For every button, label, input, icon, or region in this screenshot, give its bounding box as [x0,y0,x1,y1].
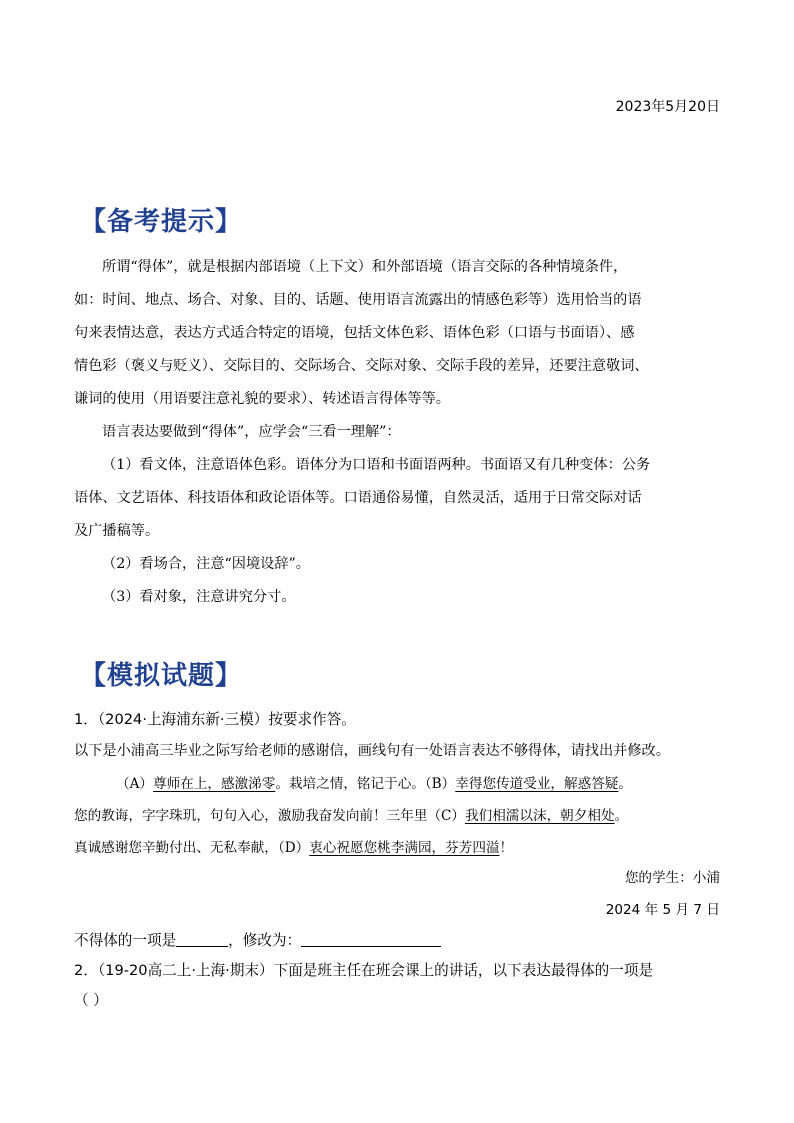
answer-mid: ，修改为： [228,932,302,949]
letter-signature: 您的学生：小浦 [624,870,720,886]
tips-paragraph-line: 谦词的使用（用语要注意礼貌的要求）、转述语言得体等等。 [74,391,450,407]
question-2-header: 2．（19-20高二上·上海·期末）下面是班主任在班会课上的讲话，以下表达最得体的一项是 [74,962,654,979]
tips-paragraph-line: （2）看场合，注意“因境设辞”。 [102,556,310,572]
tips-paragraph-line: 语体、文艺语体、科技语体和政论语体等。口语通俗易懂，自然灵活，适用于日常交际对话 [74,490,642,506]
letter-line-2: 您的教诲，字字珠玑，句句入心，激励我奋发向前！三年里（C）我们相濡以沫，朝夕相处。 [74,808,629,824]
answer-blank-option[interactable] [176,932,228,947]
option-a-rest: 。栽培之情，铭记于心。 [275,776,425,792]
tips-paragraph-line: 语言表达要做到“得体”，应学会“三看一理解”： [102,424,401,440]
section-title-exam-tips: 【备考提示】 [80,207,243,237]
tips-paragraph-line: （1）看文体，注意语体色彩。语体分为口语和书面语两种。书面语又有几种变体：公务 [102,457,651,473]
letter-line-3: 真诚感谢您辛勤付出、无私奉献，（D）衷心祝愿您桃李满园，芬芳四溢！ [74,840,514,856]
section-title-mock-questions: 【模拟试题】 [80,661,243,691]
option-a-label: （A） [116,776,154,792]
option-b-underlined: 幸得您传道受业，解惑答疑 [455,776,619,792]
answer-blank-revision[interactable] [301,932,441,947]
option-c-underlined: 我们相濡以沫，朝夕相处 [465,808,615,824]
answer-line [74,929,441,950]
option-d-underlined: 衷心祝愿您桃李满园，芬芳四溢 [309,840,500,856]
tips-paragraph-line: 句来表情达意，表达方式适合特定的语境，包括文体色彩、语体色彩（口语与书面语）、感 [74,325,635,341]
tips-paragraph-line: 情色彩（褒义与贬义）、交际目的、交际场合、交际对象、交际手段的差异，还要注意敬词、 [74,358,649,374]
tips-paragraph-line: 所谓“得体”，就是根据内部语境（上下文）和外部语境（语言交际的各种情境条件， [102,259,628,275]
question-1-prompt: 以下是小浦高三毕业之际写给老师的感谢信，画线句有一处语言表达不够得体，请找出并修改。 [74,743,670,759]
option-a-underlined: 尊师在上，感激涕零 [153,776,276,792]
tips-paragraph-line: （3）看对象，注意讲究分寸。 [102,589,296,605]
letter-date: 2024 年 5 月 7 日 [605,902,720,918]
option-b-label: （B） [424,776,456,792]
question-1-header: 1．（2024·上海浦东新·三模）按要求作答。 [74,711,356,728]
question-2-answer-bracket: （ ） [74,992,108,1009]
tips-paragraph-line: 如：时间、地点、场合、对象、目的、话题、使用语言流露出的情感色彩等）选用恰当的语 [74,292,642,308]
page-date: 2023年5月20日 [615,99,720,115]
letter-line-1: （A）尊师在上，感激涕零。栽培之情，铭记于心。（B）幸得您传道受业，解惑答疑。 [116,776,632,792]
tips-paragraph-line: 及广播稿等。 [74,523,160,539]
answer-prefix: 不得体的一项是 [74,932,177,949]
